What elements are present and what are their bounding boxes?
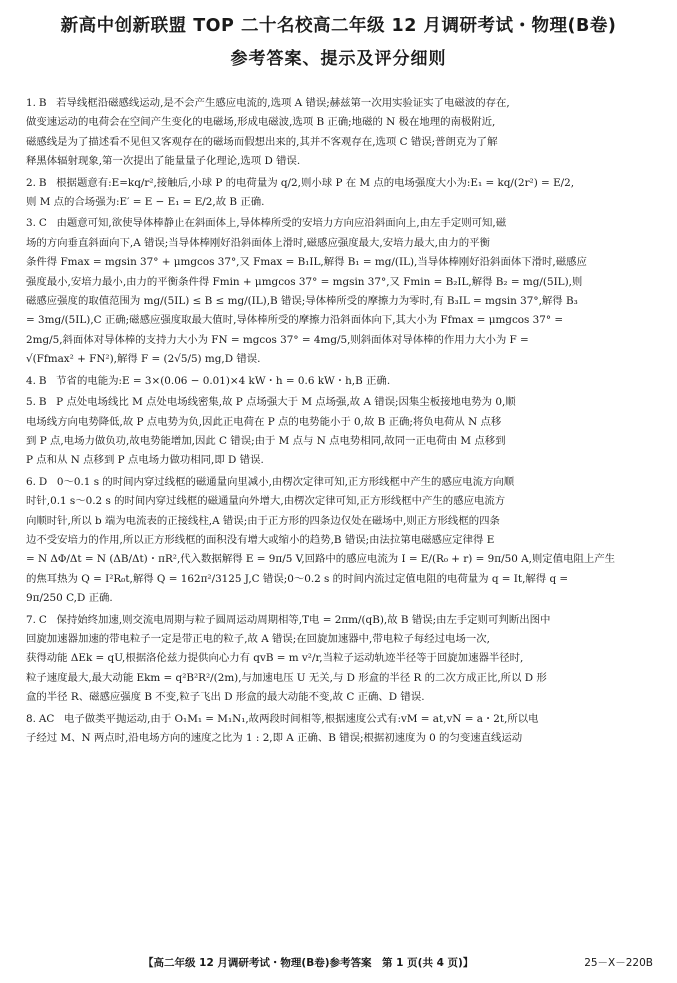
answer-item-7: [26, 611, 659, 708]
answer-item-3: [26, 214, 659, 369]
item-line: P 点和从 N 点移到 P 点电场力做功相同,即 D 错误.: [26, 454, 264, 467]
item-line: 2mg/5,斜面体对导体棒的支持力大小为 FN = mgcos 37° = 4mg/5,则斜面体对导体棒的作用力大小为 F =: [26, 333, 529, 346]
item-line: 到 P 点,电场力做负功,故电势能增加,因此 C 错误;由于 M 点与 N 点电势相同,故同一正电荷由 M 点移到: [26, 434, 506, 447]
document-subtitle: 参考答案、提示及评分细则: [230, 49, 447, 69]
item-number: 6.: [26, 475, 36, 488]
item-line: 获得动能 ΔEk = qU,根据洛伦兹力提供向心力有 qvB = m v²/r,当粒子运动轨迹半径等于回旋加速器半径时,: [26, 652, 524, 665]
document-title: 新高中创新联盟 TOP 二十名校高二年级 12 月调研考试・物理(B卷): [60, 16, 617, 36]
answer-item-1: [26, 94, 659, 172]
item-line: 做变速运动的电荷会在空间产生变化的电磁场,形成电磁波,选项 B 正确;地磁的 N 极在地理的南极附近,: [26, 116, 496, 129]
item-number: 7.: [26, 613, 36, 626]
item-line: 节省的电能为:E = 3×(0.06 − 0.01)×4 kW・h = 0.6 kW・h,B 正确.: [56, 374, 391, 387]
item-line: 释黑体辐射现象,第一次提出了能量量子化理论,选项 D 错误.: [26, 155, 301, 168]
item-line: 磁感线是为了描述看不见但又客观存在的磁场而假想出来的,其并不客观存在,选项 C 错误;普朗克为了解: [26, 135, 498, 148]
item-number: 1.: [26, 97, 36, 109]
item-line: 的焦耳热为 Q = I²R₀t,解得 Q = 162π²/3125 J,C 错误;0～0.2 s 的时间内流过定值电阻的电荷量为 q = It,解得 q =: [26, 572, 569, 585]
item-line: 保持始终加速,则交流电周期与粒子圆周运动周期相等,T电 = 2πm/(qB),故 B 错误;由左手定则可判断出图中: [56, 613, 551, 626]
item-line: 边不受安培力的作用,所以正方形线框的面积没有增大或缩小的趋势,B 错误;由法拉第电磁感应定律得 E: [26, 533, 495, 546]
item-line: 电子做类平抛运动,由于 O₁M₁ = M₁N₁,故两段时间相等,根据速度公式有:vM = at,vN = a・2t,所以电: [64, 712, 539, 725]
item-number: 2.: [26, 176, 36, 189]
item-answer: B: [38, 374, 47, 387]
item-number: 3.: [26, 217, 36, 230]
item-line: 若导线框沿磁感线运动,是不会产生感应电流的,选项 A 错误;赫兹第一次用实验证实了电磁波的存在,: [56, 97, 510, 109]
item-line: 由题意可知,欲使导体棒静止在斜面体上,导体棒所受的安培力方向应沿斜面向上,由左手定则可知,磁: [56, 217, 507, 230]
item-line: 电场线方向电势降低,故 P 点电势为负,因此正电荷在 P 点的电势能小于 0,故 B 正确;将负电荷从 N 点移: [26, 415, 502, 428]
answer-item-6: [26, 473, 659, 609]
answer-item-8: [26, 710, 659, 749]
item-line: P 点处电场线比 M 点处电场线密集,故 P 点场强大于 M 点场强,故 A 错误;因集尘板接地电势为 0,顺: [56, 396, 516, 409]
footer-page-info: 【高二年级 12 月调研考试・物理(B卷)参考答案 第 1 页(共 4 页)】: [143, 957, 474, 969]
footer-exam-code: 25－X－220B: [584, 957, 653, 969]
item-answer: B: [38, 396, 47, 409]
answer-body: [26, 94, 659, 750]
answer-item-5: [26, 393, 659, 471]
item-line: 粒子速度最大,最大动能 Ekm = q²B²R²/(2m),与加速电压 U 无关,与 D 形盒的半径 R 的二次方成正比,所以 D 形: [26, 671, 547, 684]
item-line: 强度最小,安培力最小,由力的平衡条件得 Fmin + μmgcos 37° = mgsin 37°,又 Fmin = B₂IL,解得 B₂ = mg/(5IL),则: [26, 275, 583, 288]
item-line: 子经过 M、N 两点时,沿电场方向的速度之比为 1 : 2,即 A 正确、B 错误;根据初速度为 0 的匀变速直线运动: [26, 732, 523, 744]
item-number: 4.: [26, 374, 36, 387]
item-line: 条件得 Fmax = mgsin 37° + μmgcos 37°,又 Fmax = B₁IL,解得 B₁ = mg/(IL),当导体棒刚好沿斜面体下滑时,磁感应: [26, 256, 587, 269]
item-answer: B: [38, 97, 47, 109]
item-number: 5.: [26, 396, 36, 409]
item-line: 磁感应强度的取值范围为 mg/(5IL) ≤ B ≤ mg/(IL),B 错误;导体棒所受的摩擦力为零时,有 B₃IL = mgsin 37°,解得 B₃: [26, 295, 578, 308]
item-line: 向顺时针,所以 b 端为电流表的正接线柱,A 错误;由于正方形的四条边仅处在磁场中,则正方形线框的四条: [26, 514, 500, 527]
item-answer: C: [38, 217, 47, 230]
item-line: 回旋加速器加速的带电粒子一定是带正电的粒子,故 A 错误;在回旋加速器中,带电粒子每经过电场一次,: [26, 632, 490, 645]
item-line: 根据题意有:E=kq/r²,接触后,小球 P 的电荷量为 q/2,则小球 P 在 M 点的电场强度大小为:E₁ = kq/(2r²) = E/2,: [56, 176, 575, 189]
item-answer: AC: [38, 712, 55, 725]
item-line: = 3mg/(5IL),C 正确;磁感应强度取最大值时,导体棒所受的摩擦力沿斜面体向下,其大小为 Ffmax = μmgcos 37° =: [26, 314, 564, 327]
answer-item-4: [26, 372, 659, 391]
item-line: 场的方向垂直斜面向下,A 错误;当导体棒刚好沿斜面体上滑时,磁感应强度最大,安培力最大,由力的平衡: [26, 236, 490, 249]
item-answer: B: [38, 176, 47, 189]
item-number: 8.: [26, 712, 36, 725]
answer-item-2: [26, 174, 659, 213]
item-answer: C: [38, 613, 47, 626]
item-line: = N ΔΦ/Δt = N (ΔB/Δt)・πR²,代入数据解得 E = 9π/5 V,回路中的感应电流为 I = E/(R₀ + r) = 9π/50 A,则定值电阻上产生: [26, 553, 616, 566]
item-line: 盒的半径 R、磁感应强度 B 不变,粒子飞出 D 形盒的最大动能不变,故 C 正确、D 错误.: [26, 691, 425, 704]
item-line: 9π/250 C,D 正确.: [26, 592, 113, 605]
item-answer: D: [38, 475, 48, 488]
item-line: 0～0.1 s 的时间内穿过线框的磁通量向里减小,由楞次定律可知,正方形线框中产生的感应电流方向顺: [56, 475, 515, 488]
item-line: 时针,0.1 s～0.2 s 的时间内穿过线框的磁通量向外增大,由楞次定律可知,正方形线框中产生的感应电流方: [26, 495, 506, 508]
item-line: √(Ffmax² + FN²),解得 F = (2√5/5) mg,D 错误.: [26, 353, 261, 366]
item-line: 则 M 点的合场强为:E′ = E − E₁ = E/2,故 B 正确.: [26, 196, 265, 209]
